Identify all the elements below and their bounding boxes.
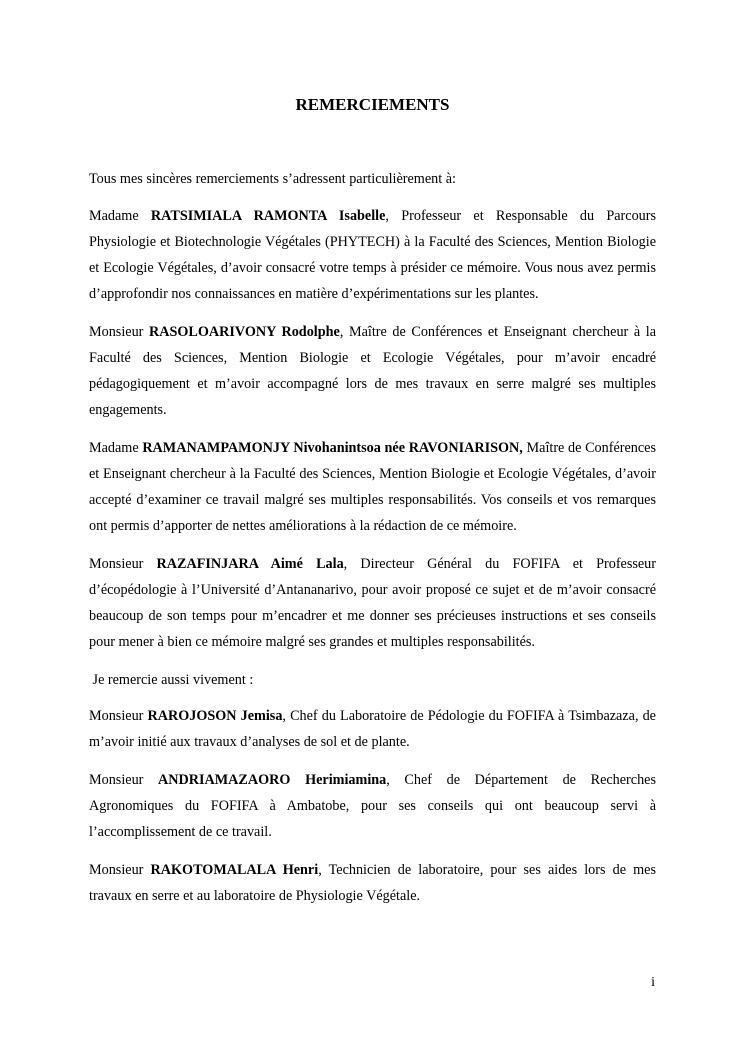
paragraph-text: , Professeur et Responsable du Parcours Physiologie et Biotechnologie Végétales (PHYTECH) à la Faculté des Sciences, Mention Biologie et Ecologie Végétales, d’avoir consacré votre temps à présider ce mémoire. Vous nous avez permis d’approfondir nos connaissances en matière d’expérimentations sur les plantes.: [89, 208, 657, 302]
paragraph-text: , Maître de Conférences et Enseignant chercheur à la Faculté des Sciences, Mention Biologie et Ecologie Végétales, pour m’avoir encadré pédagogiquement et m’avoir accompagné lors de mes travaux en serre malgré ses multiples engagements.: [89, 324, 656, 418]
person-name: ANDRIAMAZAORO Herimiamina: [158, 772, 387, 788]
honorific: Monsieur: [89, 708, 148, 724]
honorific: Monsieur: [89, 772, 159, 788]
honorific: Madame: [89, 208, 151, 224]
person-name: RAZAFINJARA Aimé Lala: [156, 556, 344, 572]
intro-text: Tous mes sincères remerciements s’adressent particulièrement à:: [89, 171, 456, 187]
acknowledgement-paragraph-3: [89, 435, 656, 539]
acknowledgement-paragraph-4: [89, 551, 656, 655]
acknowledgement-paragraph-5: [89, 703, 656, 755]
page-title: REMERCIEMENTS: [295, 95, 450, 114]
honorific: Madame: [89, 440, 143, 456]
paragraph-text: Maître de Conférences et Enseignant chercheur à la Faculté des Sciences, Mention Biologie et Ecologie Végétales, d’avoir accepté d’examiner ce travail malgré ses multiples responsabilités. Vos conseils et vos remarques ont permis d’apporter de nettes améliorations à la rédaction de ce mémoire.: [89, 440, 656, 534]
paragraph-text: , Chef de Département de Recherches Agronomiques du FOFIFA à Ambatobe, pour ses conseils qui ont beaucoup servi à l’accomplissement de ce travail.: [89, 772, 656, 840]
person-name: RATSIMIALA RAMONTA Isabelle: [150, 208, 386, 224]
person-name: RAMANAMPAMONJY Nivohanintsoa née RAVONIARISON,: [142, 440, 523, 456]
person-name: RASOLOARIVONY Rodolphe: [148, 324, 340, 340]
paragraph-text: , Chef du Laboratoire de Pédologie du FOFIFA à Tsimbazaza, de m’avoir initié aux travaux d’analyses de sol et de plante.: [89, 708, 656, 750]
honorific: Monsieur: [89, 862, 151, 878]
honorific: Monsieur: [89, 556, 157, 572]
honorific: Monsieur: [89, 324, 149, 340]
acknowledgement-paragraph-2: [89, 319, 656, 423]
acknowledgement-paragraph-6: [89, 767, 656, 845]
transition-text: Je remercie aussi vivement :: [89, 672, 254, 688]
page-number: i: [651, 975, 655, 990]
paragraph-text: , Technicien de laboratoire, pour ses aides lors de mes travaux en serre et au laboratoire de Physiologie Végétale.: [89, 862, 656, 904]
acknowledgement-paragraph-7: [89, 857, 656, 909]
person-name: RAROJOSON Jemisa: [147, 708, 283, 724]
acknowledgement-paragraph-1: [89, 203, 656, 307]
acknowledgements-body: [89, 203, 656, 921]
paragraph-text: , Directeur Général du FOFIFA et Professeur d’écopédologie à l’Université d’Antananarivo, pour avoir proposé ce sujet et de m’avoir consacré beaucoup de son temps pour m’encadrer et me donner ses précieuses instructions et ses conseils pour mener à bien ce mémoire malgré ses grandes et multiples responsabilités.: [89, 556, 657, 650]
person-name: RAKOTOMALALA Henri: [150, 862, 319, 878]
